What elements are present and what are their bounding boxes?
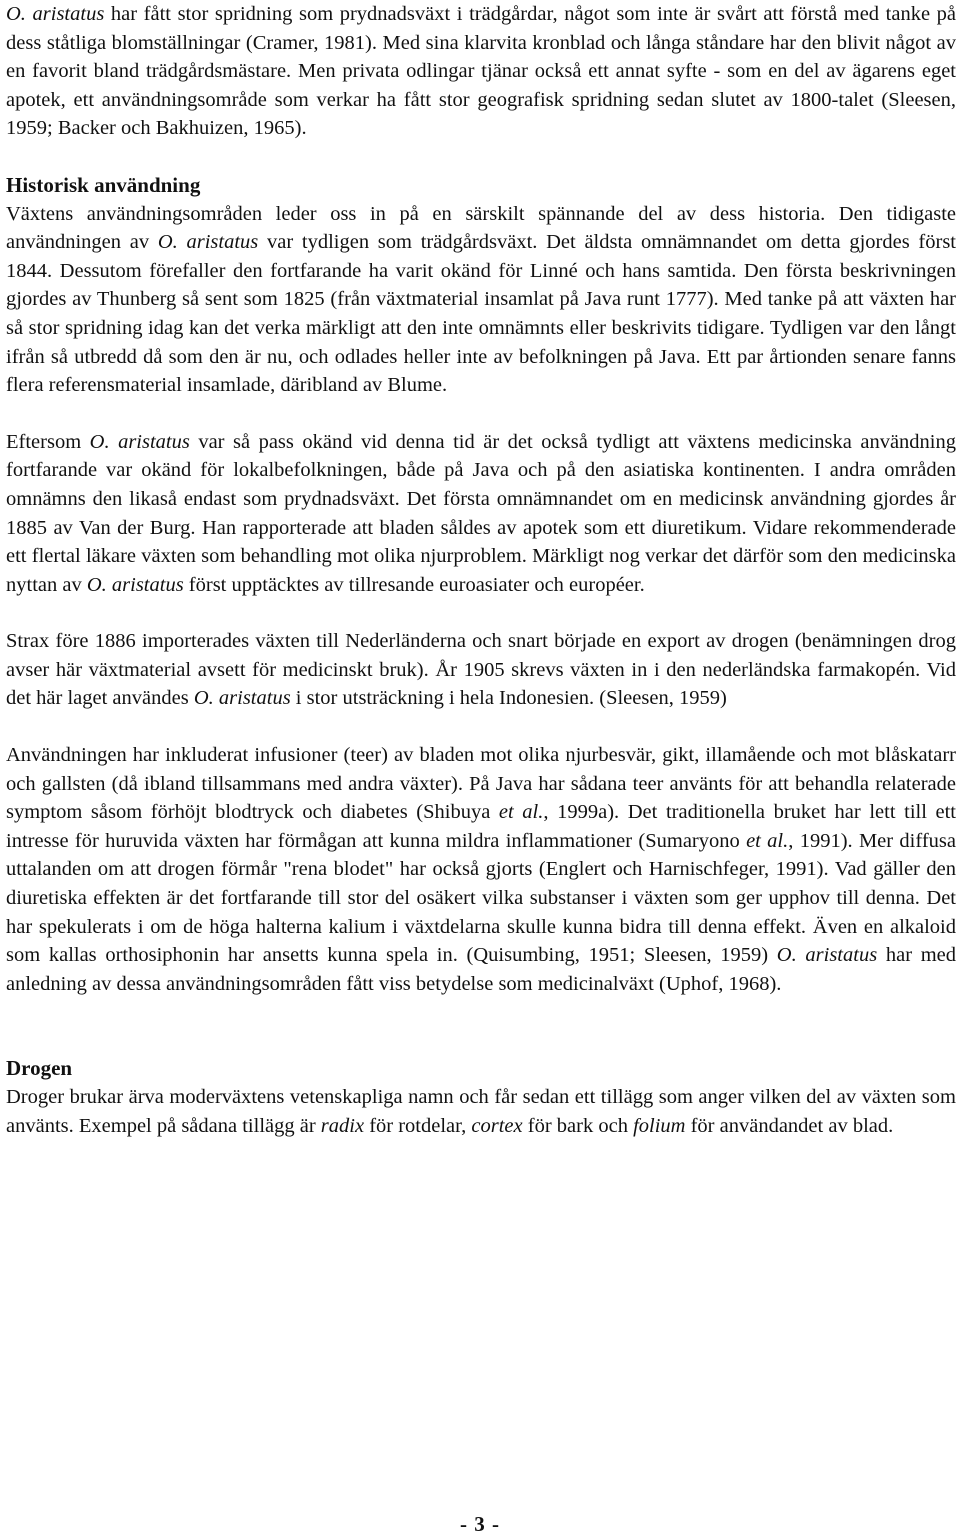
text-run: , 1999a). Det traditionella bruket har lett till ett intresse för huruvida växten har förmågan att kunna mildra inflammationer (Sumaryono — [6, 801, 956, 852]
text-run: var tydligen som trädgårdsväxt. Det äldsta omnämnandet om detta gjordes först 1844. Dessutom förefaller den fortfarande ha varit okänd för Linné och hans samtida. Den första beskrivningen gjordes av Thunberg så sent som 1825 (från växtmaterial insamlat på Java runt 1777). Med tanke på att växten har så stor spridning idag kan det verka märkligt att den inte omnämnts eller beskrivits tidigare. Tydligen var den långt ifrån så utbredd då som den är nu, och odlades heller inte av befolkningen på Java. Ett par årtionden senare fanns flera referensmaterial insamlade, däribland av Blume. — [6, 231, 957, 397]
species-name: O. aristatus — [6, 3, 105, 25]
document-page — [6, 0, 956, 1140]
text-run: Droger brukar ärva moderväxtens vetenskapliga namn och får sedan ett tillägg som anger vilken del av växten som använts. Exempel på sådana tillägg är — [6, 1086, 956, 1137]
text-run: för rotdelar, — [364, 1114, 472, 1137]
et-al-abbreviation: et al. — [746, 829, 789, 852]
et-al-abbreviation: et al. — [498, 801, 544, 824]
historisk-paragraph-4 — [6, 741, 956, 998]
page-number: - 3 - — [460, 1512, 500, 1536]
text-run: i stor utsträckning i hela Indonesien. (Sleesen, 1959) — [290, 687, 727, 710]
text-run: Strax före 1886 importerades växten till Nederländerna och snart började en export av drogen (benämningen drog avser här växtmaterial avsett för medicinskt bruk). År 1905 skrevs växten in i den nederländska farmakopén. Vid det här laget användes — [6, 630, 956, 710]
historisk-paragraph-2 — [6, 428, 956, 600]
text-run: Eftersom — [6, 430, 90, 453]
text-run: , 1991). Mer diffusa uttalanden om att drogen förmår "rena blodet" har också gjorts (Englert och Harnischfeger, 1991). Vad gäller den diuretiska effekten är det fortfarande till stor del osäkert vilka substanser i växten som ger upphov till denna. Det har spekulerats i om de höga halterna kalium i växtdelarna skulle kunna bidra till denna effekt. Även en alkaloid som kallas orthosiphonin har ansetts kunna spela in. (Quisumbing, 1951; Sleesen, 1959) — [6, 829, 956, 967]
heading-drogen: Drogen — [6, 1056, 73, 1081]
latin-term: radix — [320, 1114, 365, 1137]
text-run: för användandet av blad. — [685, 1114, 894, 1137]
species-name: O. aristatus — [193, 687, 291, 710]
intro-paragraph — [6, 0, 956, 143]
species-name: O. aristatus — [157, 231, 259, 254]
species-name: O. aristatus — [86, 573, 184, 596]
heading-historisk-anvandning: Historisk användning — [6, 172, 201, 197]
intro-text: har fått stor spridning som prydnadsväxt i trädgårdar, något som inte är svårt att förstå med tanke på dess ståtliga blomställningar (Cramer, 1981). Med sina klarvita kronblad och långa ståndare har den blivit något av en favorit bland trädgårdsmästare. Men privata odlingar tjänar också ett annat syfte - som en del av ägarens eget apotek, ett användningsområde som verkar ha fått stor geografisk spridning sedan slutet av 1800-talet (Sleesen, 1959; Backer och Bakhuizen, 1965). — [6, 3, 956, 140]
species-name: O. aristatus — [89, 430, 190, 453]
text-run: Växtens användningsområden leder oss in på en särskilt spännande del av dess historia. Den tidigaste användningen av — [6, 202, 956, 254]
historisk-paragraph-1 — [6, 200, 956, 400]
latin-term: cortex — [471, 1114, 523, 1137]
historisk-paragraph-3 — [6, 627, 956, 713]
text-run: har med anledning av dessa användningsområden fått viss betydelse som medicinalväxt (Uphof, 1968). — [6, 944, 956, 995]
text-run: Användningen har inkluderat infusioner (teer) av bladen mot olika njurbesvär, gikt, illamående och mot blåskatarr och gallsten (då ibland tillsammans med andra växter). På Java har sådana teer använts för att behandla relaterade symptom såsom förhöjt blodtryck och diabetes (Shibuya — [6, 744, 956, 824]
text-run: var så pass okänd vid denna tid är det också tydligt att växtens medicinska användning fortfarande var okänd för lokalbefolkningen, både på Java och på den asiatiska kontinenten. I andra områden omnämns den likaså endast som prydnadsväxt. Det första omnämnandet om en medicinsk användning gjordes år 1885 av Van der Burg. Han rapporterade att bladen såldes av apotek som ett diuretikum. Vidare rekommenderade ett flertal läkare växten som behandling mot olika njurproblem. Märkligt nog verkar det därför som den medicinska nyttan av — [6, 430, 956, 596]
latin-term: folium — [633, 1114, 686, 1137]
text-run: för bark och — [522, 1114, 634, 1137]
drogen-paragraph — [6, 1083, 956, 1140]
species-name: O. aristatus — [776, 944, 878, 967]
text-run: först upptäcktes av tillresande euroasiater och européer. — [183, 573, 645, 596]
